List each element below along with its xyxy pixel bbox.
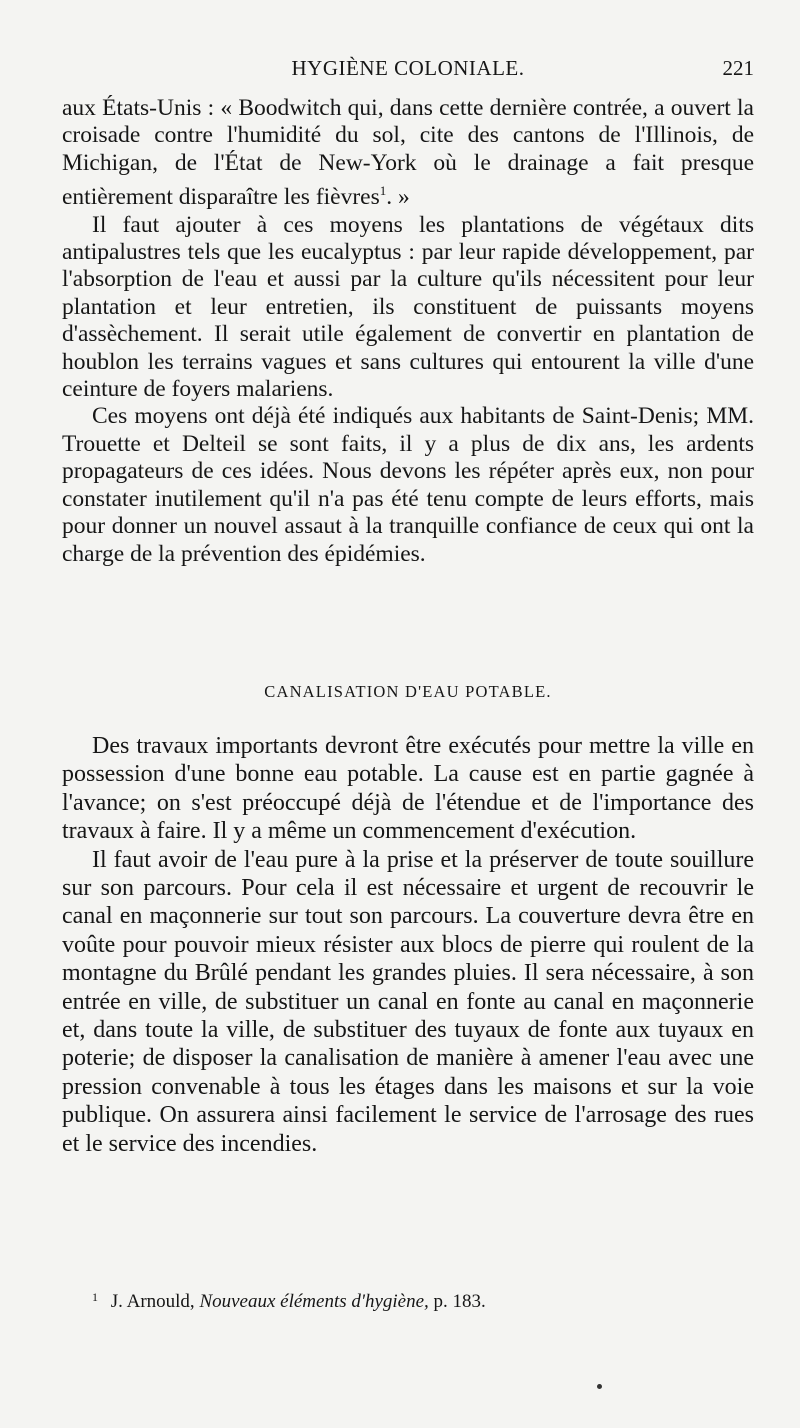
- paragraph-tail: . »: [386, 184, 410, 211]
- paragraph: Des travaux importants devront être exécutés pour mettre la ville en possession d'une bonne eau potable. La cause est en partie gagnée à l'avance; on s'est préoccupé déjà de l'étendue et de l'importance des travaux à faire. Il y a même un commencement d'exécution.: [62, 733, 754, 845]
- paragraph-text: aux États-Unis : « Boodwitch qui, dans cette dernière contrée, a ouvert la croisade contre l'humidité du sol, cite des cantons de l'Illinois, de Michigan, de l'État de New-York où le drainage a fait presque entièrement disparaître les fièvres: [62, 95, 754, 211]
- footnote-page: p. 183.: [433, 1291, 486, 1312]
- text-block-bottom: [62, 732, 754, 1158]
- text-block-top: [62, 95, 754, 568]
- paragraph: [62, 95, 754, 212]
- ink-dot: [597, 1384, 602, 1389]
- running-header: [62, 52, 754, 82]
- page-number: 221: [722, 56, 754, 80]
- paragraph: Ces moyens ont déjà été indiqués aux habitants de Saint-Denis; MM. Trouette et Delteil se sont faits, il y a plus de dix ans, les ardents propagateurs de ces idées. Nous devons les répéter après eux, non pour constater inutilement qu'il n'a pas été tenu compte de leurs efforts, mais pour donner un nouvel assaut à la tranquille confiance de ceux qui ont la charge de la prévention des épidémies.: [62, 403, 754, 567]
- footnote-ref: 1: [379, 183, 387, 199]
- footnote-author: J. Arnould,: [110, 1291, 195, 1312]
- running-title: HYGIÈNE COLONIALE.: [291, 56, 525, 80]
- section-heading: CANALISATION D'EAU POTABLE.: [264, 682, 552, 701]
- footnote: [92, 1290, 752, 1313]
- footnote-number: 1: [92, 1290, 98, 1304]
- paragraph: Il faut ajouter à ces moyens les plantations de végétaux dits antipalustres tels que les eucalyptus : par leur rapide développement, par l'absorption de l'eau et aussi par la culture qu'ils nécessitent pour leur plantation et leur entretien, ils constituent de puissants moyens d'assèchement. Il serait utile également de convertir en plantation de houblon les terrains vagues et sans cultures qui entourent la ville d'une ceinture de foyers malariens.: [62, 211, 754, 403]
- paragraph: Il faut avoir de l'eau pure à la prise et la préserver de toute souillure sur son parcours. Pour cela il est nécessaire et urgent de recouvrir le canal en maçonnerie sur tout son parcours. La couverture devra être en voûte pour pouvoir mieux résister aux blocs de pierre qui roulent de la montagne du Brûlé pendant les grandes pluies. Il sera nécessaire, à son entrée en ville, de substituer un canal en fonte au canal en maçonnerie et, dans toute la ville, de substituer des tuyaux de fonte aux tuyaux en poterie; de disposer la canalisation de manière à amener l'eau avec une pression convenable à tous les étages dans les maisons et sur la voie publique. On assurera ainsi facilement le service de l'arrosage des rues et le service des incendies.: [62, 846, 754, 1157]
- footnote-title: Nouveaux éléments d'hygiène,: [199, 1291, 429, 1312]
